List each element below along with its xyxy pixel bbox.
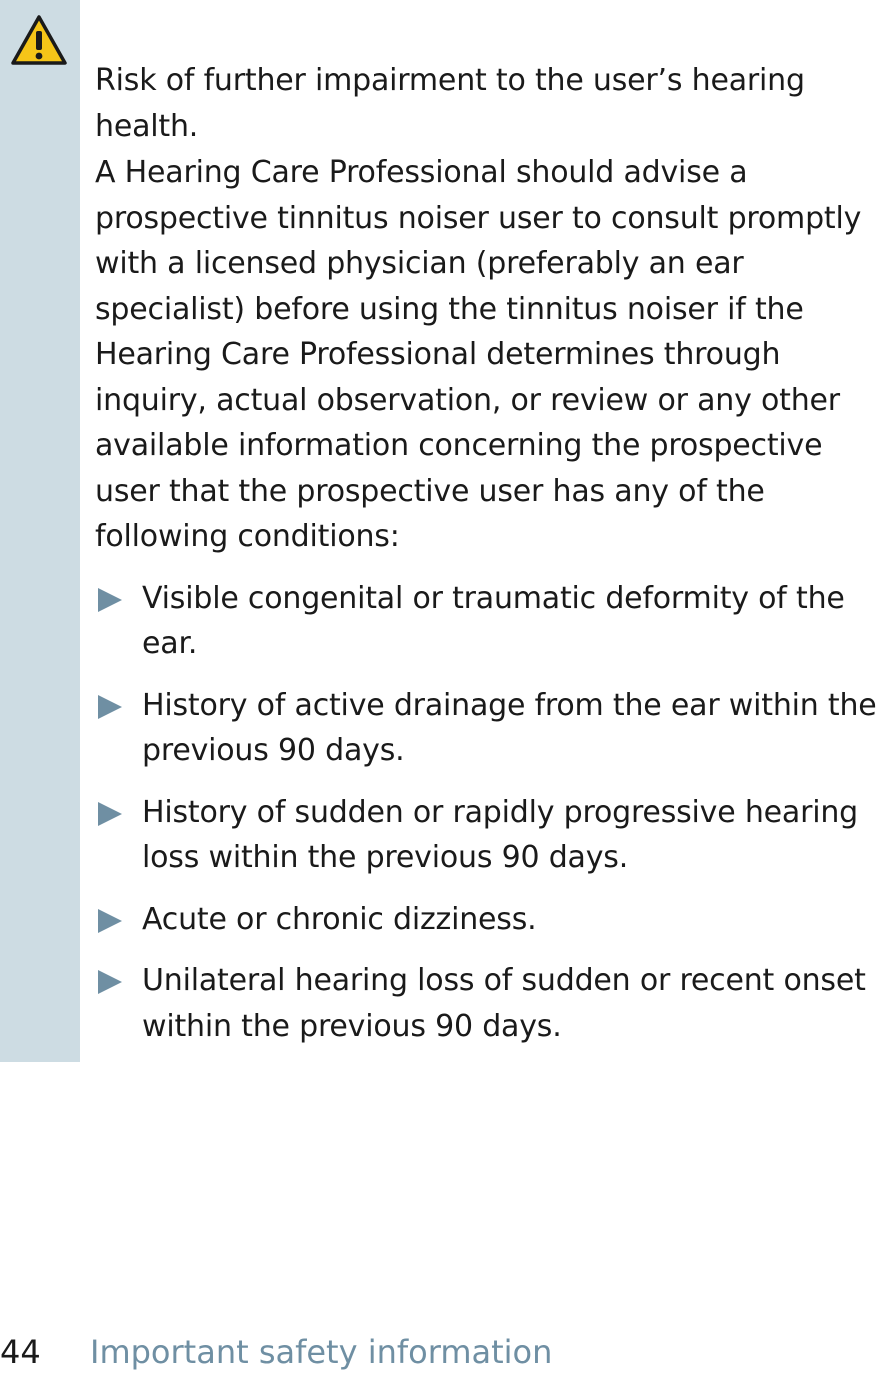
list-item bbox=[95, 790, 895, 881]
triangle-bullet-icon bbox=[98, 588, 122, 612]
condition-text: Acute or chronic dizziness. bbox=[142, 901, 537, 937]
warning-content bbox=[95, 58, 895, 1065]
triangle-bullet-icon bbox=[98, 802, 122, 826]
condition-text: Unilateral hearing loss of sudden or recent onset within the previous 90 days. bbox=[142, 963, 866, 1044]
triangle-bullet-icon bbox=[98, 909, 122, 933]
triangle-bullet-icon bbox=[98, 970, 122, 994]
triangle-bullet-icon bbox=[98, 695, 122, 719]
page-number: 44 bbox=[0, 1333, 41, 1371]
condition-text: History of sudden or rapidly progressive hearing loss within the previous 90 days. bbox=[142, 794, 859, 875]
section-title: Important safety information bbox=[90, 1333, 553, 1371]
warning-heading: Risk of further impairment to the user’s hearing health. bbox=[95, 63, 805, 144]
warning-sidebar-band bbox=[0, 0, 80, 1062]
list-item bbox=[95, 576, 895, 667]
list-item bbox=[95, 683, 895, 774]
condition-text: History of active drainage from the ear within the previous 90 days. bbox=[142, 687, 877, 768]
warning-triangle-icon bbox=[10, 14, 68, 66]
condition-text: Visible congenital or traumatic deformity of the ear. bbox=[142, 580, 845, 661]
page-footer bbox=[0, 1328, 552, 1376]
list-item bbox=[95, 897, 895, 943]
conditions-list bbox=[95, 576, 895, 1050]
warning-body: A Hearing Care Professional should advise a prospective tinnitus noiser user to consult promptly with a licensed physician (preferably an ear specialist) before using the tinnitus noiser if the Hearing Care Professional determines through inquiry, actual observation, or review or any other available information concerning the prospective user that the prospective user has any of the following conditions: bbox=[95, 155, 862, 554]
list-item bbox=[95, 958, 895, 1049]
